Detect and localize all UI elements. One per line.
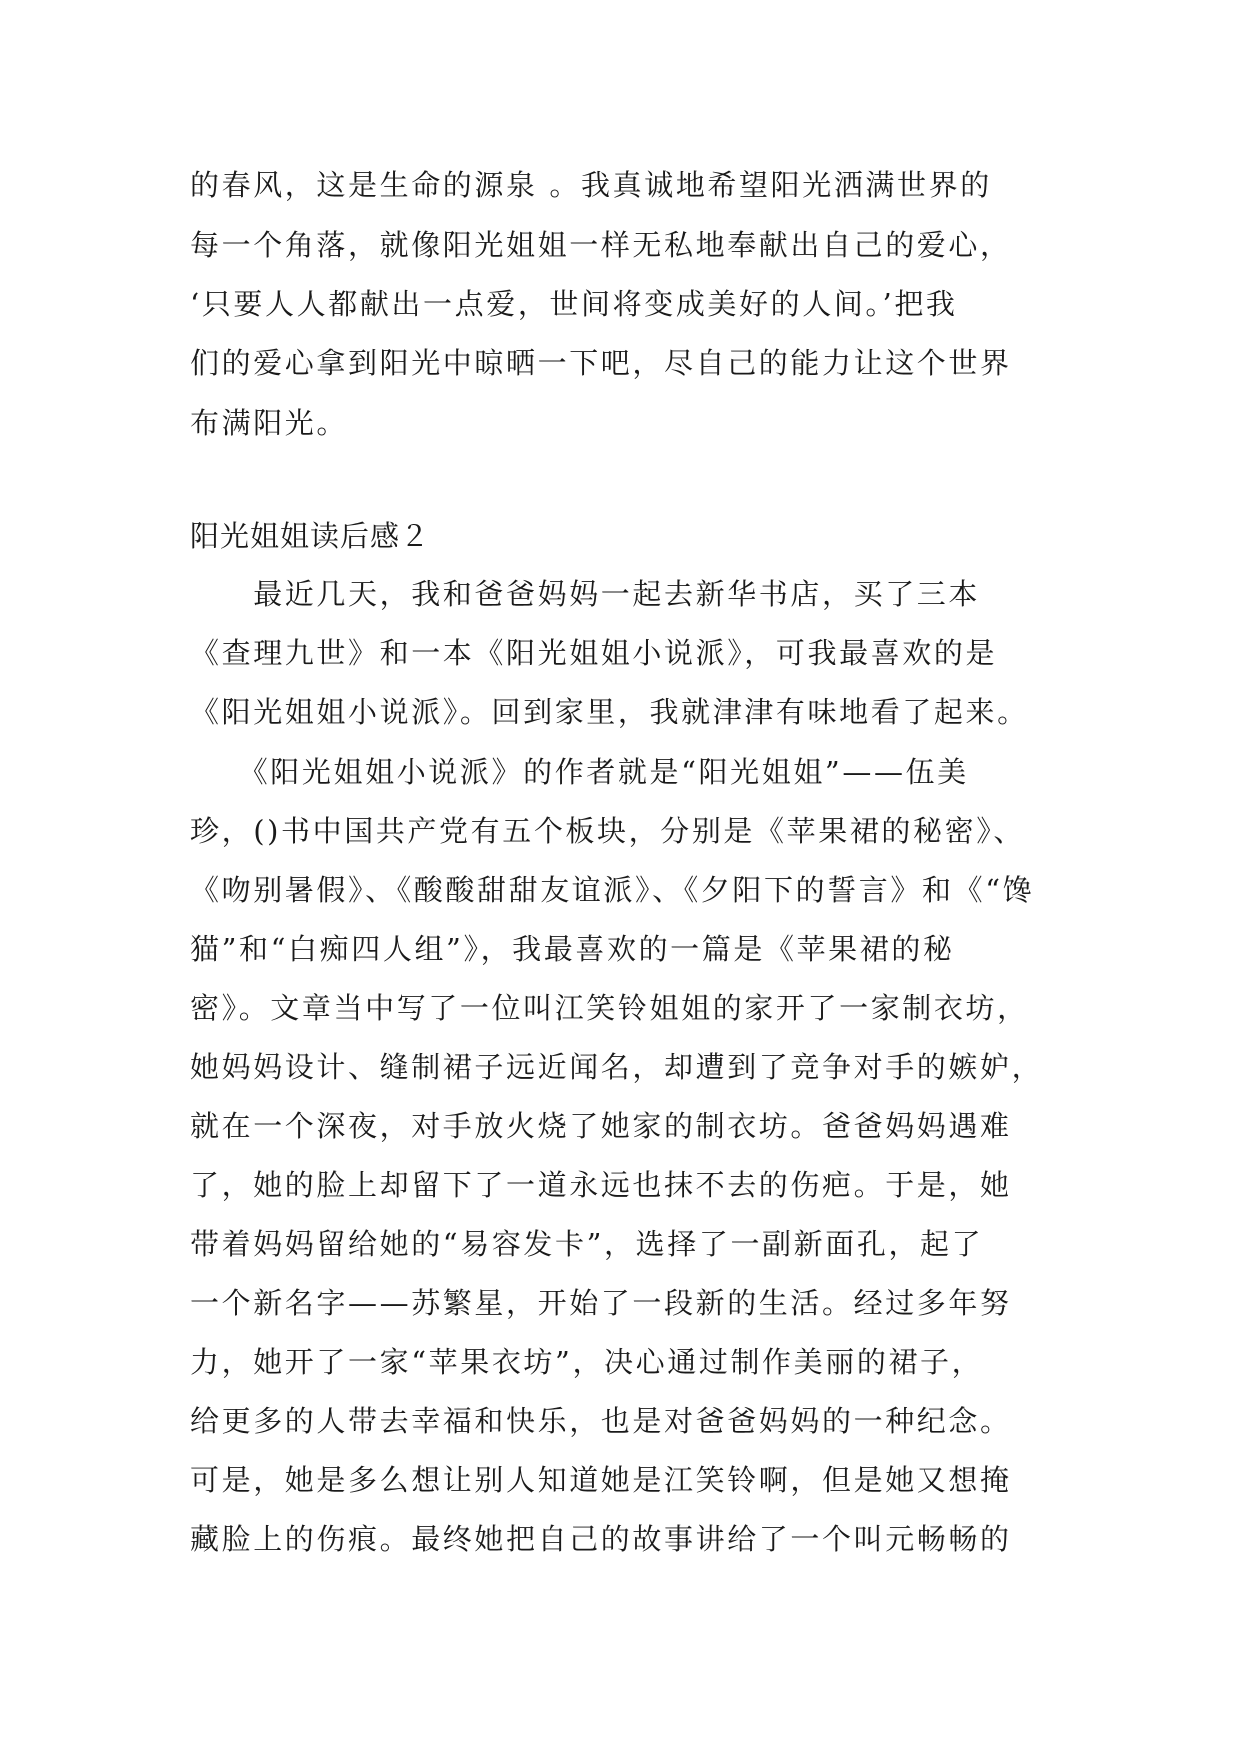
text-line: 给更多的人带去幸福和快乐，也是对爸爸妈妈的一种纪念。 xyxy=(190,1404,1012,1438)
text-line: 《吻别暑假》、《酸酸甜甜友谊派》、《夕阳下的誓言》和《“馋 xyxy=(190,873,1035,907)
text-line: 每一个角落，就像阳光姐姐一样无私地奉献出自己的爱心， xyxy=(190,228,1012,262)
text-line: 密》。文章当中写了一位叫江笑铃姐姐的家开了一家制衣坊， xyxy=(190,991,1029,1025)
text-line: ‘只要人人都献出一点爱，世间将变成美好的人间。’把我 xyxy=(190,287,958,321)
text-line: 她妈妈设计、缝制裙子远近闻名，却遭到了竞争对手的嫉妒， xyxy=(190,1050,1044,1084)
text-line: 带着妈妈留给她的“易容发卡”，选择了一副新面孔，起了 xyxy=(190,1227,984,1261)
text-line: 一个新名字——苏繁星，开始了一段新的生活。经过多年努 xyxy=(190,1286,1012,1320)
text-line: 的春风，这是生命的源泉 。我真诚地希望阳光洒满世界的 xyxy=(190,168,992,202)
text-line: 可是，她是多么想让别人知道她是江笑铃啊，但是她又想掩 xyxy=(190,1463,1012,1497)
text-line: 就在一个深夜，对手放火烧了她家的制衣坊。爸爸妈妈遇难 xyxy=(190,1109,1012,1143)
text-line: 了，她的脸上却留下了一道永远也抹不去的伤疤。于是，她 xyxy=(190,1168,1012,1202)
text-line: 《阳光姐姐小说派》。回到家里，我就津津有味地看了起来。 xyxy=(190,695,1029,729)
text-line: 珍，()书中国共产党有五个板块，分别是《苹果裙的秘密》、 xyxy=(190,814,1025,848)
text-line: 藏脸上的伤痕。最终她把自己的故事讲给了一个叫元畅畅的 xyxy=(190,1522,1012,1556)
section-title: 阳光姐姐读后感２ xyxy=(190,519,431,553)
text-line: 们的爱心拿到阳光中晾晒一下吧，尽自己的能力让这个世界 xyxy=(190,346,1012,380)
text-line: 《阳光姐姐小说派》的作者就是“阳光姐姐”——伍美 xyxy=(190,755,969,789)
text-line: 猫”和“白痴四人组”》，我最喜欢的一篇是《苹果裙的秘 xyxy=(190,932,955,966)
text-line: 布满阳光。 xyxy=(190,406,349,440)
text-line: 《查理九世》和一本《阳光姐姐小说派》，可我最喜欢的是 xyxy=(190,636,998,670)
text-line: 力，她开了一家“苹果衣坊”，决心通过制作美丽的裙子， xyxy=(190,1345,984,1379)
text-line: 最近几天，我和爸爸妈妈一起去新华书店，买了三本 xyxy=(190,577,981,611)
